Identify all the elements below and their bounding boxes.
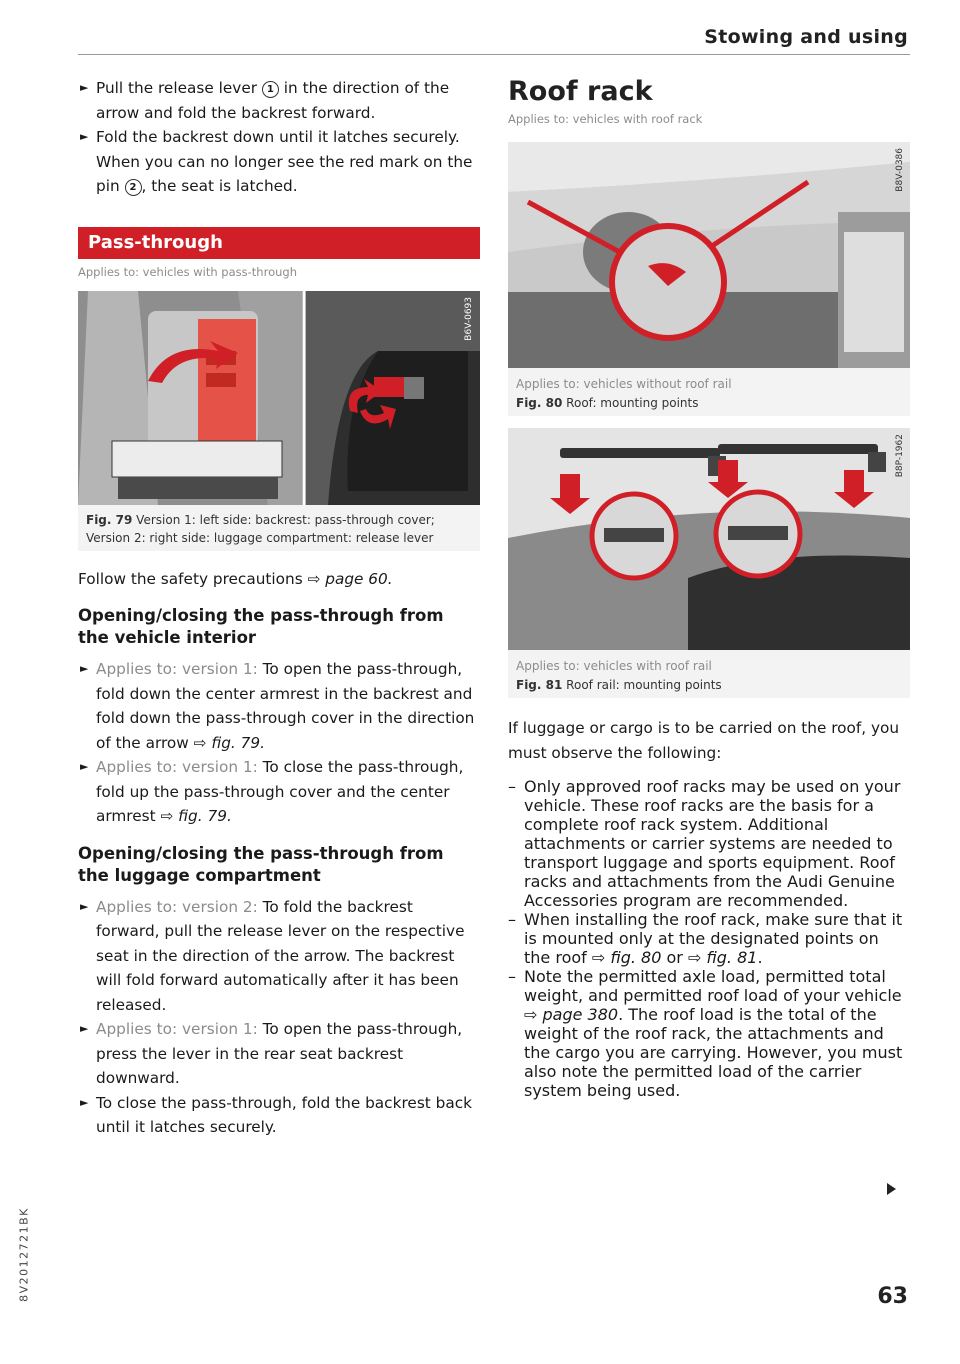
page-number: 63 bbox=[877, 1284, 908, 1309]
fig81-illustration bbox=[508, 428, 910, 650]
figure-80 bbox=[508, 142, 910, 416]
doc-id: 8V2012721BK bbox=[17, 1207, 31, 1302]
fig80-illustration bbox=[508, 142, 910, 368]
right-column bbox=[508, 76, 910, 1100]
roof-item-2: – When installing the roof rack, make sure that it is mounted only at the designated points on the roof ⇨ fig. 80 or ⇨ fig. 81. bbox=[508, 910, 903, 967]
bullet-arrow-icon: ► bbox=[80, 1022, 89, 1035]
roof-item-1: – Only approved roof racks may be used on your vehicle. These roof racks are the basis for a complete roof rack system. Additional attachments or carrier systems are needed to transport luggage and sports equipment. Roof racks and attachments from the Audi Genuine Accessories program are recommended. bbox=[508, 777, 901, 910]
dash-marker: – bbox=[508, 777, 516, 796]
fig-ref-link[interactable]: ⇨ fig. 79. bbox=[193, 733, 265, 752]
left-column bbox=[78, 76, 480, 1140]
fig-ref-link[interactable]: ⇨ fig. 79. bbox=[160, 807, 232, 825]
interior-bullet-1: ► Applies to: version 1: To open the pass-through, fold down the center armrest in the backrest and fold down the pass-through cover in the direction of the arrow ⇨ fig. 79. bbox=[78, 657, 480, 755]
bullet-arrow-icon: ► bbox=[80, 1095, 89, 1109]
fig79-illustration bbox=[78, 291, 480, 505]
bullet-arrow-icon: ► bbox=[80, 662, 89, 675]
dash-marker: – bbox=[508, 910, 516, 929]
bullet-arrow-icon: ► bbox=[80, 760, 89, 773]
fig-ref-link[interactable]: ⇨ fig. 81 bbox=[687, 948, 758, 967]
heading-interior: Opening/closing the pass-through from the vehicle interior bbox=[78, 606, 444, 647]
applies-line: Applies to: vehicles with pass-through bbox=[78, 264, 297, 279]
fig79-code: B6V-0693 bbox=[464, 296, 474, 341]
roof-item-3: – Note the permitted axle load, permitted total weight, and permitted roof load of your vehicle ⇨ page 380. The roof load is the total of the weight of the roof rack, the attachments and the cargo you are carrying. However, you must also note the permitted load of the carrier system being used. bbox=[508, 967, 903, 1100]
fig80-caption: Fig. 80 Roof: mounting points bbox=[516, 396, 699, 410]
heading-luggage: Opening/closing the pass-through from the luggage compartment bbox=[78, 843, 444, 885]
page-ref-link[interactable]: ⇨ page 60. bbox=[307, 569, 393, 588]
luggage-bullet-1: ► Applies to: version 2: To fold the backrest forward, pull the release lever on the respective seat in the direction of the arrow. The backrest will fold forward automatically after it has been released. bbox=[78, 895, 480, 1018]
fig80-applies: Applies to: vehicles without roof rail bbox=[516, 377, 732, 391]
bullet-arrow-icon: ► bbox=[80, 130, 89, 143]
luggage-bullet-2: ► Applies to: version 1: To open the pass-through, press the lever in the rear seat backrest downward. bbox=[78, 1017, 480, 1091]
fig81-code: B8P-1962 bbox=[895, 434, 905, 478]
page-title: Roof rack bbox=[508, 76, 653, 107]
luggage-bullet-3: ► To close the pass-through, fold the backrest back until it latches securely. bbox=[78, 1091, 480, 1140]
bullet-arrow-icon: ► bbox=[80, 899, 89, 913]
intro-bullet-2: ► Fold the backrest down until it latches securely. When you can no longer see the red mark on the pin 2 , the seat is latched. bbox=[78, 125, 480, 199]
page-ref-link[interactable]: ⇨ page 380 bbox=[524, 1005, 619, 1024]
fig80-code: B8V-0386 bbox=[895, 148, 905, 192]
safety-paragraph: Follow the safety precautions ⇨ page 60. bbox=[78, 569, 393, 588]
continue-arrow-icon bbox=[887, 1183, 896, 1195]
applies-line: Applies to: vehicles with roof rack bbox=[508, 112, 703, 126]
interior-bullet-2: ► Applies to: version 1: To close the pass-through, fold up the pass-through cover and the center armrest ⇨ fig. 79. bbox=[78, 755, 480, 829]
roof-intro: If luggage or cargo is to be carried on the roof, you must observe the following: bbox=[508, 719, 900, 762]
fig-ref-link[interactable]: ⇨ fig. 80 bbox=[591, 948, 662, 967]
bullet-arrow-icon: ► bbox=[80, 81, 89, 94]
fig81-applies: Applies to: vehicles with roof rail bbox=[516, 659, 712, 673]
fig79-caption: Fig. 79 Version 1: left side: backrest: pass-through cover; Version 2: right side: luggage compartment: release lever bbox=[86, 512, 435, 545]
callout-1: 1 bbox=[262, 81, 279, 98]
dash-marker: – bbox=[508, 967, 516, 986]
figure-81 bbox=[508, 428, 910, 698]
section-bar-pass-through: Pass-through bbox=[78, 227, 480, 259]
callout-2: 2 bbox=[125, 179, 142, 196]
intro-bullet-1: ► Pull the release lever 1 in the direction of the arrow and fold the backrest forward. bbox=[78, 76, 480, 125]
header-rule bbox=[78, 54, 910, 55]
fig81-caption: Fig. 81 Roof rail: mounting points bbox=[516, 678, 722, 692]
section-title: Stowing and using bbox=[704, 26, 908, 48]
figure-79 bbox=[78, 291, 480, 551]
